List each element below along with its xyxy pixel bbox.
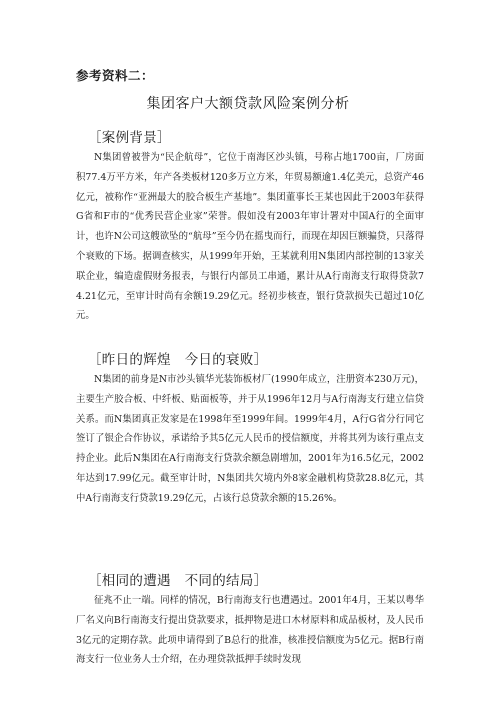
section-heading-same-fate: ［相同的遭遇 不同的结局］ [88, 573, 268, 589]
section-heading-background: ［案例背景］ [88, 130, 171, 146]
section-paragraph-glory-decline: N集团的前身是N市沙头镇华光装饰板材厂(1990年成立，注册资本230万元)，主要生产胶合板、中纤板、贴面板等，并于从1996年12月与A行南海支行建立信贷关系。而N集团真正发家是在1998年至1999年间。1999年4月，A行G省分行同它签订了银企合作协议，承诺给予其5亿元人民币的授信额度，并将其列为该行重点支持企业。此后N集团在A行南海支行贷款余额急剧增加，2001年为16.5亿元，2002年达到17.99亿元。截至审计时，N集团共欠境内外8家金融机构贷款28.8亿元，其中A行南海支行贷款19.29亿元，占该行总贷款余额的15.26%。 [76, 374, 424, 504]
document-title: 集团客户大额贷款风险案例分析 [146, 96, 350, 112]
section-heading-glory-decline: ［昨日的辉煌 今日的衰败］ [88, 352, 268, 368]
section-paragraph-background: N集团曾被誉为“民企航母”，它位于南海区沙头镇，号称占地1700亩，厂房面积77.4万平方米，年产各类板材120多万立方米，年贸易额逾1.4亿美元，总资产46亿元，被称作“亚洲最大的胶合板生产基地”。集团董事长王某也因此于2003年获得G省和F市的“优秀民营企业家”荣誉。假如没有2003年审计署对中国A行的全面审计，也许N公司这艘欲坠的“航母”至今仍在摇曳而行，而现在却因巨额骗贷，只落得个衰败的下场。据调查核实，从1999年开始，王某就利用N集团内部控制的13家关联企业，编造虚假财务报表，与银行内部员工串通，累计从A行南海支行取得贷款74.21亿元，至审计时尚有余额19.29亿元。经初步核查，银行贷款损失已超过10亿元。 [76, 152, 424, 322]
section-paragraph-same-fate: 征兆不止一端。同样的情况，B行南海支行也遭遇过。2001年4月，王某以粤华厂名义向B行南海支行提出贷款要求，抵押物是进口木材原料和成品板材，及人民币3亿元的定期存款。此项申请得到了B总行的批准，核准授信额度为5亿元。据B行南海支行一位业务人士介绍，在办理贷款抵押手续时发现 [76, 595, 424, 666]
reference-label: 参考资料二： [76, 68, 155, 83]
